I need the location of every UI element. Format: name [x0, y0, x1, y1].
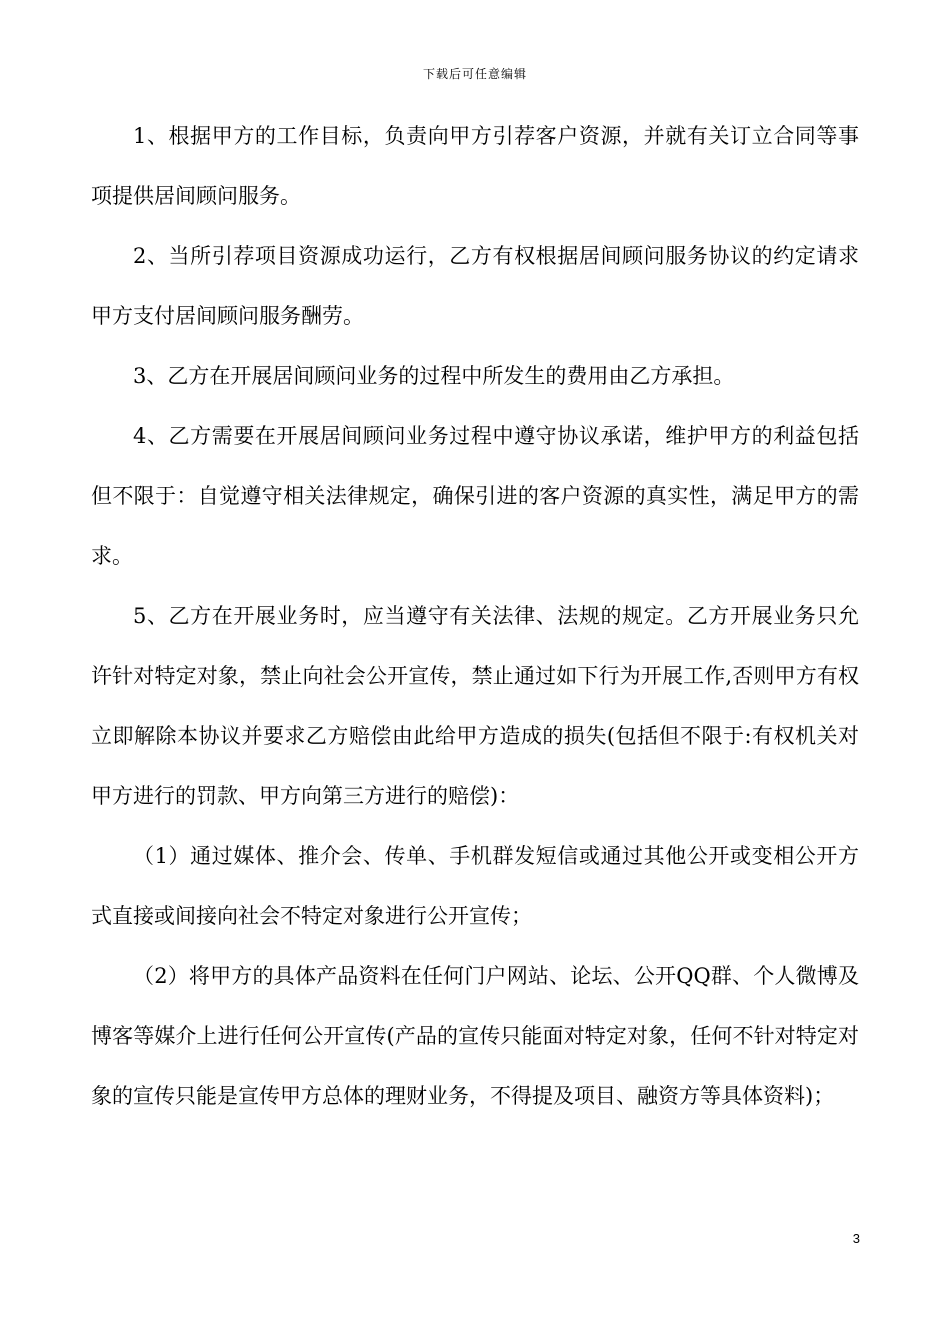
page-header: 下载后可任意编辑 [422, 67, 527, 81]
sub-clause-1: （1）通过媒体、推介会、传单、手机群发短信或通过其他公开或变相公开方式直接或间接向社会不特定对象进行公开宣传； [91, 844, 859, 928]
sub-clause-2: （2）将甲方的具体产品资料在任何门户网站、论坛、公开QQ群、个人微博及博客等媒介上进行任何公开宣传(产品的宣传只能面对特定对象，任何不针对特定对象的宣传只能是宣传甲方总体的理财业务，不得提及项目、融资方等具体资料)； [91, 964, 859, 1108]
clause-3: 3、乙方在开展居间顾问业务的过程中所发生的费用由乙方承担。 [133, 364, 735, 388]
clause-1: 1、根据甲方的工作目标，负责向甲方引荐客户资源，并就有关订立合同等事项提供居间顾问服务。 [91, 124, 859, 208]
clause-2: 2、当所引荐项目资源成功运行，乙方有权根据居间顾问服务协议的约定请求甲方支付居间顾问服务酬劳。 [91, 244, 859, 328]
clause-5: 5、乙方在开展业务时，应当遵守有关法律、法规的规定。乙方开展业务只允许针对特定对象，禁止向社会公开宣传，禁止通过如下行为开展工作,否则甲方有权立即解除本协议并要求乙方赔偿由此给甲方造成的损失(包括但不限于:有权机关对甲方进行的罚款、甲方向第三方进行的赔偿)： [91, 604, 859, 808]
page-number: 3 [852, 1231, 860, 1246]
document-body [91, 106, 859, 1126]
clause-4: 4、乙方需要在开展居间顾问业务过程中遵守协议承诺，维护甲方的利益包括但不限于：自觉遵守相关法律规定，确保引进的客户资源的真实性，满足甲方的需求。 [91, 424, 859, 568]
